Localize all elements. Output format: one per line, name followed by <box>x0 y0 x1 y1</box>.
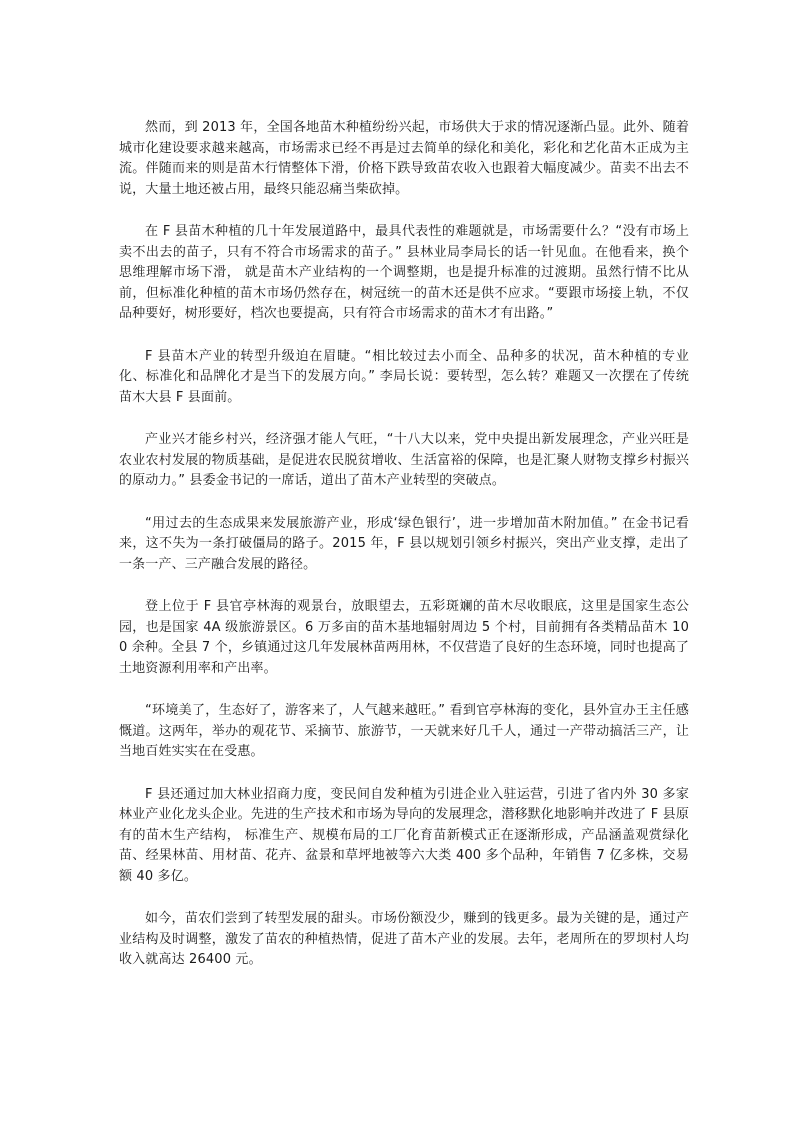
paragraph: F 县苗木产业的转型升级迫在眉睫。“相比较过去小而全、品种多的状况，苗木种植的专业化、标准化和品牌化才是当下的发展方向。” 李局长说：要转型，怎么转？难题又一次摆在了传统苗木大县 F 县面前。 <box>119 348 689 405</box>
article-body <box>119 118 689 993</box>
paragraph: 产业兴才能乡村兴，经济强才能人气旺，“十八大以来，党中央提出新发展理念，产业兴旺是农业农村发展的物质基础，是促进农民脱贫增收、生活富裕的保障，也是汇聚人财物支撑乡村振兴的原动力。” 县委金书记的一席话，道出了苗木产业转型的突破点。 <box>119 432 689 488</box>
paragraph: “环境美了，生态好了，游客来了，人气越来越旺。” 看到官亭林海的变化，县外宣办王主任感慨道。这两年，举办的观花节、采摘节、旅游节，一天就来好几千人，通过一产带动搞活三产，让当地百姓实实在在受惠。 <box>119 703 689 759</box>
paragraph: F 县还通过加大林业招商力度，变民间自发种植为引进企业入驻运营，引进了省内外 30 多家林业产业化龙头企业。先进的生产技术和市场为导向的发展理念，潜移默化地影响并改进了 F 县原有的苗木生产结构， 标准生产、规模布局的工厂化育苗新模式正在逐渐形成，产品涵盖观赏绿化苗、经果林苗、用材苗、花卉、盆景和草坪地被等六大类 400 多个品种，年销售 7 亿多株，交易额 40 多亿。 <box>119 786 689 884</box>
paragraph: 在 F 县苗木种植的几十年发展道路中，最具代表性的难题就是，市场需要什么？“没有市场上卖不出去的苗子，只有不符合市场需求的苗子。” 县林业局李局长的话一针见血。在他看来，换个思维理解市场下滑， 就是苗木产业结构的一个调整期，也是提升标准的过渡期。虽然行情不比从前，但标准化种植的苗木市场仍然存在，树冠统一的苗木还是供不应求。“要跟市场接上轨，不仅品种要好，树形要好，档次也要提高，只有符合市场需求的苗木才有出路。” <box>119 224 689 321</box>
paragraph: 登上位于 F 县官亭林海的观景台，放眼望去，五彩斑斓的苗木尽收眼底，这里是国家生态公园，也是国家 4A 级旅游景区。6 万多亩的苗木基地辐射周边 5 个村，目前拥有各类精品苗木 100 余种。全县 7 个，乡镇通过这几年发展林苗两用林，不仅营造了良好的生态环境，同时也提高了土地资源利用率和产出率。 <box>119 599 689 676</box>
paragraph: “用过去的生态成果来发展旅游产业，形成‘绿色银行’，进一步增加苗木附加值。” 在金书记看来，这不失为一条打破僵局的路子。2015 年，F 县以规划引领乡村振兴，突出产业支撑，走出了一条一产、三产融合发展的路径。 <box>119 515 689 572</box>
paragraph: 如今，苗农们尝到了转型发展的甜头。市场份额没少，赚到的钱更多。最为关键的是，通过产业结构及时调整，激发了苗农的种植热情，促进了苗木产业的发展。去年，老周所在的罗坝村人均收入就高达 26400 元。 <box>119 911 689 967</box>
paragraph: 然而，到 2013 年，全国各地苗木种植纷纷兴起，市场供大于求的情况逐渐凸显。此外、随着城市化建设要求越来越高，市场需求已经不再是过去简单的绿化和美化，彩化和艺化苗木正成为主流。伴随而来的则是苗木行情整体下滑，价格下跌导致苗农收入也跟着大幅度减少。苗卖不出去不说，大量土地还被占用，最终只能忍痛当柴砍掉。 <box>119 120 689 197</box>
